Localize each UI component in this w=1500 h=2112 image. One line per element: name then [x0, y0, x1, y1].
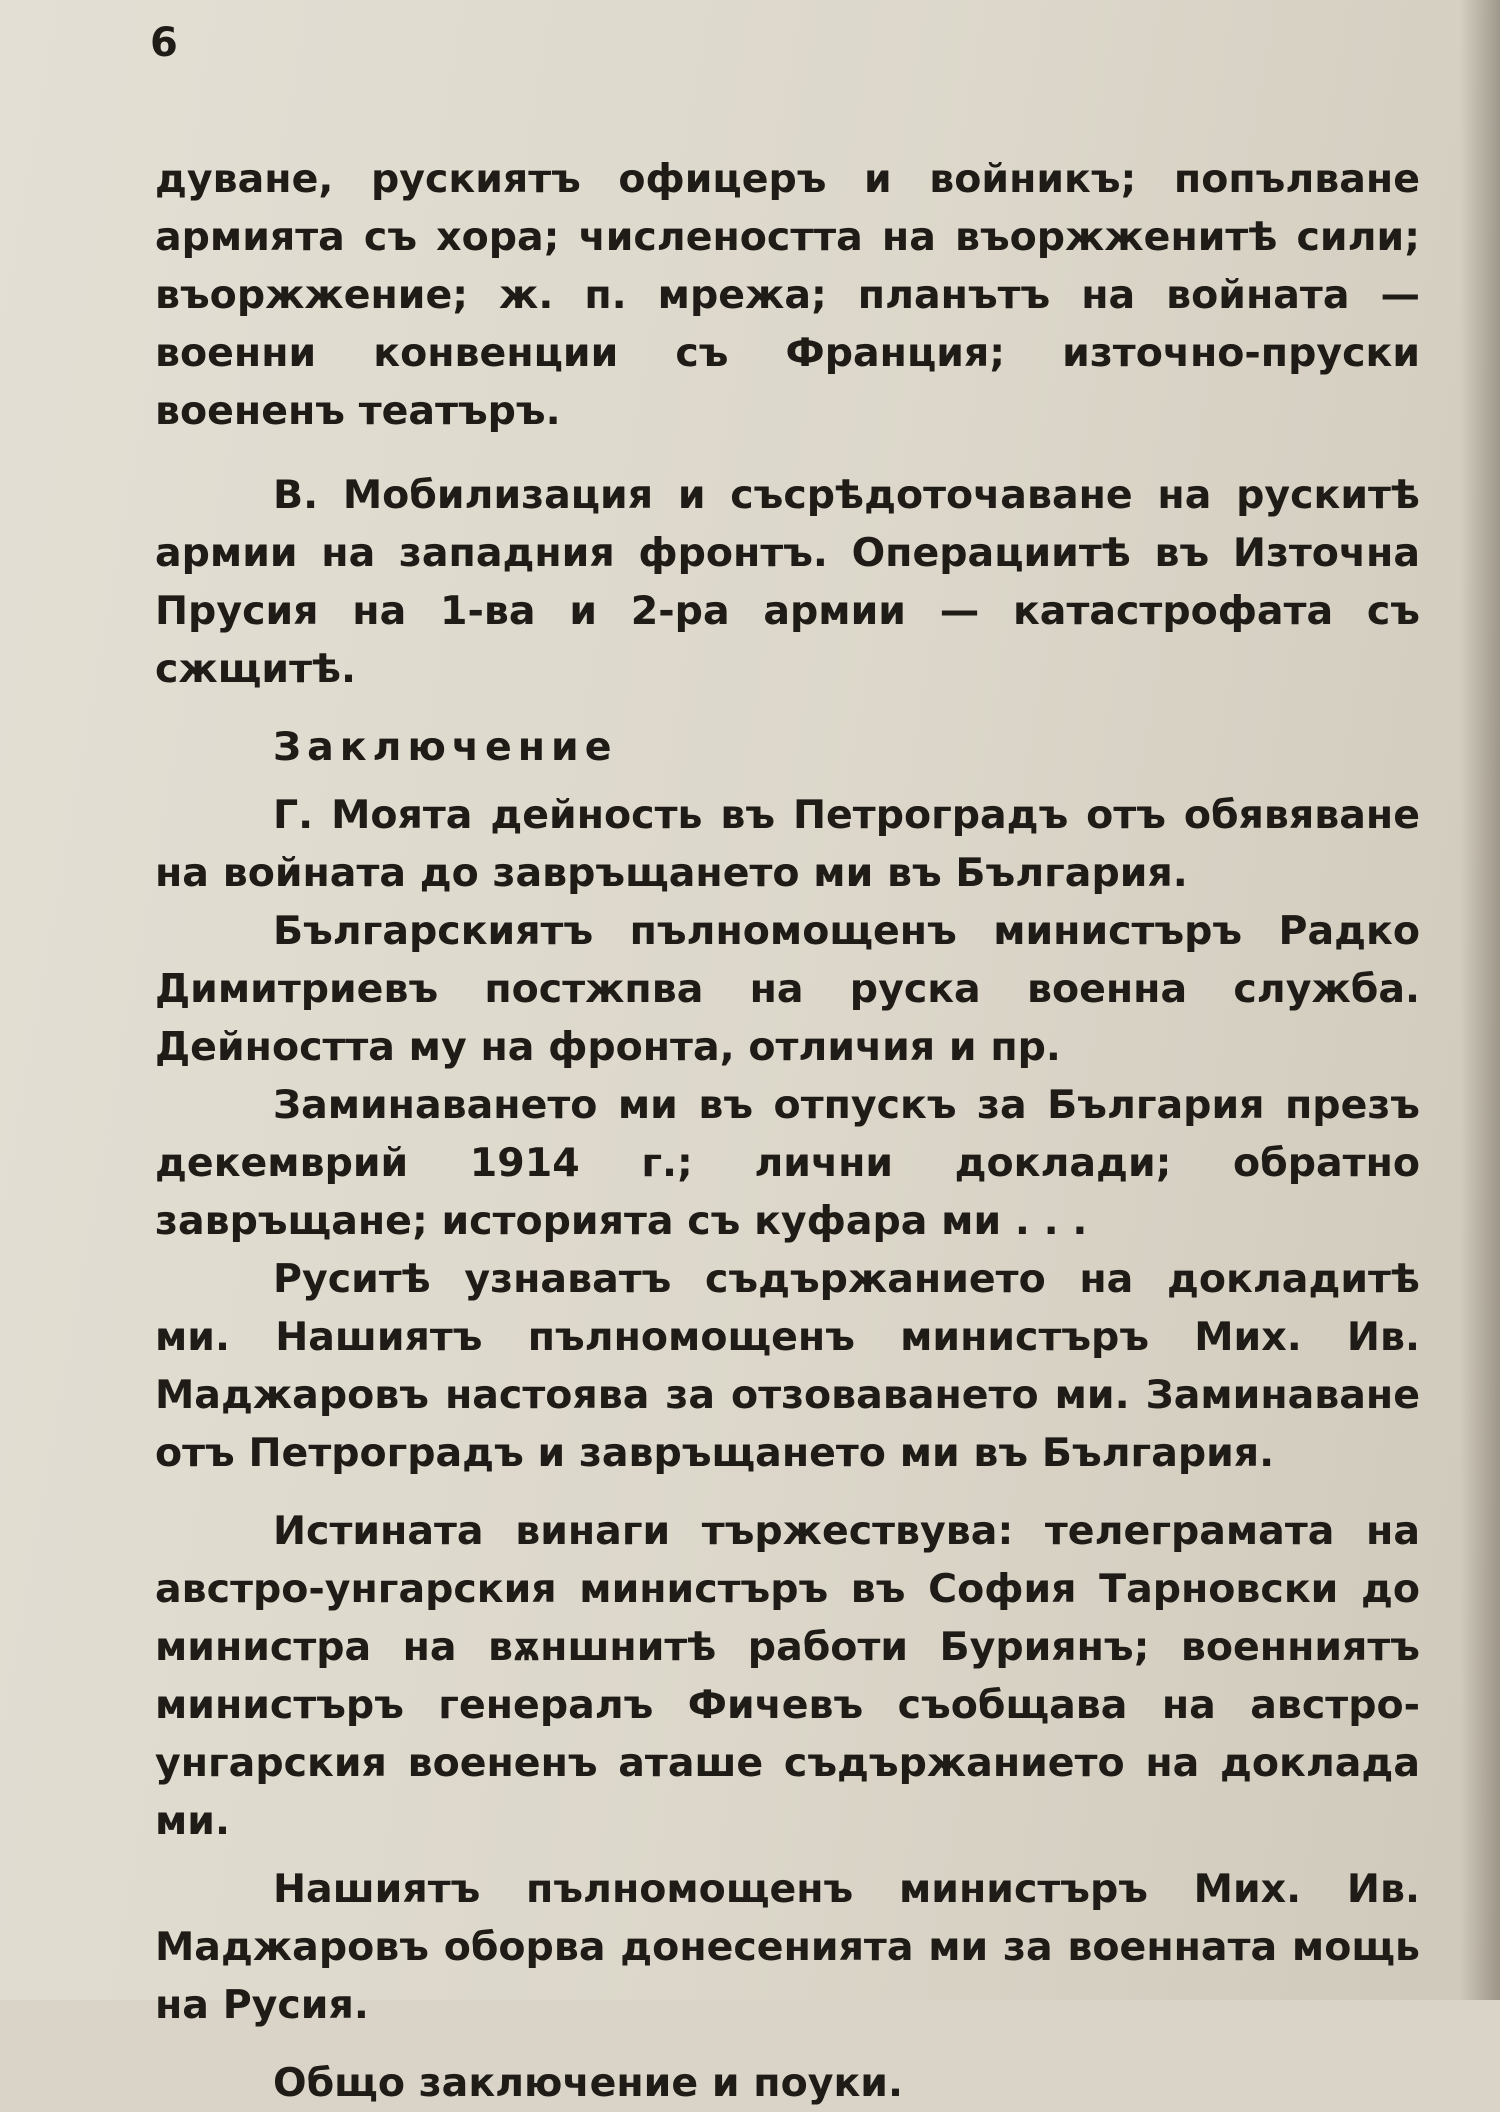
- paragraph-section-v: В. Мобилизация и съсрѣдоточаване на рускитѣ армии на западния фронтъ. Операциитѣ въ Източна Прусия на 1-ва и 2-ра армии — катастрофата съ сжщитѣ.: [155, 472, 1420, 692]
- paragraph-leave-to-bulgaria: Заминаването ми въ отпускъ за България презъ декемврий 1914 г.; лични доклади; обратно завръщане; историята съ куфара ми . . .: [155, 1082, 1420, 1244]
- paragraph-section-g: Г. Моята дейность въ Петроградъ отъ обявяване на войната до завръщането ми въ България.: [155, 792, 1420, 896]
- paragraph-madzharov-refutes: Нашиятъ пълномощенъ министъръ Мих. Ив. Маджаровъ оборва донесенията ми за военната мощь на Русия.: [155, 1866, 1420, 2028]
- page-gutter-shadow: [1460, 0, 1500, 2000]
- paragraph-radko-dimitriev: Българскиятъ пълномощенъ министъръ Радко Димитриевъ постжпва на руска военна служба. Дейността му на фронта, отличия и пр.: [155, 908, 1420, 1070]
- page-body: [155, 150, 1420, 2112]
- section-heading-conclusion: Заключение: [273, 724, 618, 770]
- paragraph-reports-discovered: Руситѣ узнаватъ съдържанието на докладитѣ ми. Нашиятъ пълномощенъ министъръ Мих. Ив. Маджаровъ настоява за отзоваването ми. Заминаване отъ Петроградъ и завръщането ми въ България.: [155, 1256, 1420, 1476]
- paragraph-truth-prevails: Истината винаги тържествува: телеграмата на австро-унгарския министъръ въ София Тарновски до министра на вѫншнитѣ работи Буриянъ; военниятъ министъръ генералъ Фичевъ съобщава на австро-унгарския воененъ аташе съдържанието на доклада ми.: [155, 1508, 1420, 1844]
- page-number: 6: [150, 20, 178, 66]
- paragraph-armed-forces: дуване, рускиятъ офицеръ и войникъ; попълване армията съ хора; числеността на въоржженитѣ сили; въоржжение; ж. п. мрежа; планътъ на войната — военни конвенции съ Франция; източно-пруски воененъ театъръ.: [155, 156, 1420, 434]
- paragraph-general-conclusion: Общо заключение и поуки.: [273, 2060, 903, 2106]
